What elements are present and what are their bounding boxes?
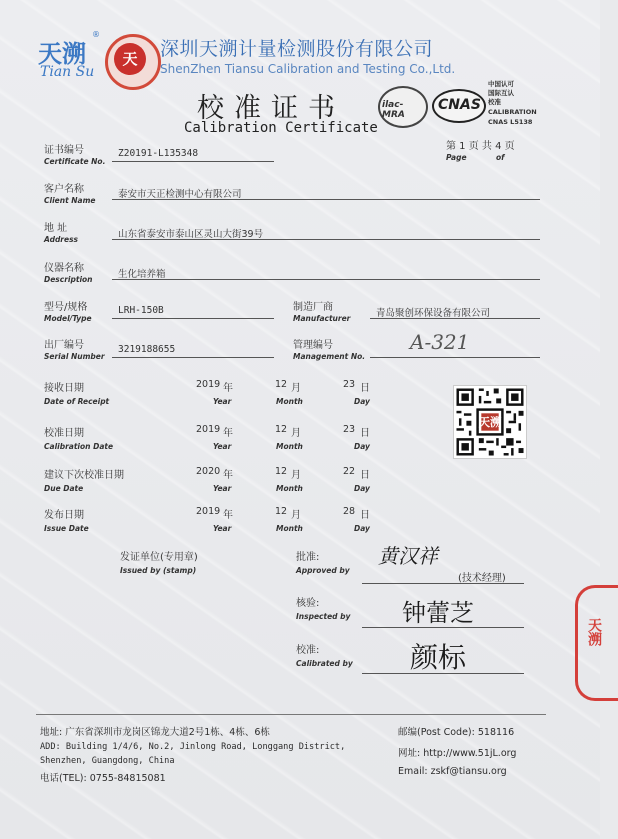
title-zh: 校准证书 xyxy=(197,93,345,124)
date-day-unit: 日 xyxy=(360,470,370,481)
inspected-underline xyxy=(362,627,524,628)
date-label-zh: 发布日期 xyxy=(44,510,84,521)
ilac-mra-icon xyxy=(378,86,428,128)
footer-email[interactable]: Email: zskf@tiansu.org xyxy=(398,766,507,777)
date-day-en: Day xyxy=(354,397,370,406)
stamp-text: 天溯 xyxy=(586,618,602,646)
cnas-label: CNAS xyxy=(438,97,481,113)
date-year-en: Year xyxy=(213,484,232,493)
serial-value: 3219188655 xyxy=(118,344,176,355)
company-name-zh: 深圳天溯计量检测股份有限公司 xyxy=(160,38,434,60)
date-month: 12 xyxy=(275,379,288,390)
date-year-unit: 年 xyxy=(223,470,233,481)
date-year: 2020 xyxy=(196,466,221,477)
logo-zh: 天溯 xyxy=(38,39,86,68)
date-year-unit: 年 xyxy=(223,510,233,521)
date-year-unit: 年 xyxy=(223,428,233,439)
date-day-en: Day xyxy=(354,484,370,493)
model-underline xyxy=(112,318,274,319)
cnas-side-5: CNAS L5138 xyxy=(488,118,533,126)
date-year-en: Year xyxy=(213,524,232,533)
cnas-side-3: 校准 xyxy=(488,98,501,106)
serial-label-en: Serial Number xyxy=(44,352,105,361)
date-month-en: Month xyxy=(276,397,303,406)
page-label-en: Page xyxy=(446,153,467,162)
cert-no-value: Z20191-L135348 xyxy=(118,148,199,159)
description-label-en: Description xyxy=(44,275,93,284)
date-label-en: Due Date xyxy=(44,484,84,493)
description-value: 生化培养箱 xyxy=(118,269,166,280)
date-label-en: Issue Date xyxy=(44,524,89,533)
management-label-zh: 管理编号 xyxy=(293,340,333,351)
date-day: 23 xyxy=(343,379,356,390)
date-day-unit: 日 xyxy=(360,510,370,521)
date-year: 2019 xyxy=(196,506,221,517)
date-year-en: Year xyxy=(213,397,232,406)
footer-divider xyxy=(36,714,546,715)
cnas-side-2: 国际互认 xyxy=(488,89,514,97)
company-seal-icon xyxy=(105,34,161,90)
inspected-label-zh: 核验: xyxy=(296,598,320,609)
address-value: 山东省泰安市泰山区灵山大街39号 xyxy=(118,229,264,240)
inspected-label-en: Inspected by xyxy=(296,612,351,621)
management-underline xyxy=(370,357,540,358)
serial-label-zh: 出厂编号 xyxy=(44,340,84,351)
approved-label-zh: 批准: xyxy=(296,552,320,563)
cnas-side-4: CALIBRATION xyxy=(488,108,537,116)
logo-en: Tian Su xyxy=(40,64,95,80)
date-label-zh: 校准日期 xyxy=(44,428,84,439)
date-year-en: Year xyxy=(213,442,232,451)
footer-address-en-1: ADD: Building 1/4/6, No.2, Jinlong Road, Longgang District, xyxy=(40,742,346,752)
date-month: 12 xyxy=(275,466,288,477)
approved-signature: 黄汉祥 xyxy=(378,544,438,568)
date-day: 23 xyxy=(343,424,356,435)
serial-underline xyxy=(112,357,274,358)
date-day: 22 xyxy=(343,466,356,477)
qr-code-icon xyxy=(453,385,527,459)
description-underline xyxy=(112,279,540,280)
date-day-unit: 日 xyxy=(360,383,370,394)
official-stamp xyxy=(575,585,618,701)
date-day: 28 xyxy=(343,506,356,517)
cert-no-underline xyxy=(112,161,274,162)
date-month-unit: 月 xyxy=(291,428,301,439)
manufacturer-value: 青岛聚创环保设备有限公司 xyxy=(376,308,491,319)
manufacturer-underline xyxy=(370,318,540,319)
address-underline xyxy=(112,239,540,240)
title-en: Calibration Certificate xyxy=(184,120,378,136)
inspected-signature: 钟蕾芝 xyxy=(402,599,474,627)
date-month: 12 xyxy=(275,506,288,517)
date-label-en: Date of Receipt xyxy=(44,397,110,406)
qr-logo-glyph: 天溯 xyxy=(478,415,502,430)
client-label-zh: 客户名称 xyxy=(44,184,84,195)
date-month-en: Month xyxy=(276,524,303,533)
date-year-unit: 年 xyxy=(223,383,233,394)
page-of-en: of xyxy=(496,153,505,162)
management-label-en: Management No. xyxy=(293,352,366,361)
date-day-unit: 日 xyxy=(360,428,370,439)
date-label-en: Calibration Date xyxy=(44,442,114,451)
date-month-unit: 月 xyxy=(291,510,301,521)
company-name-en: ShenZhen Tiansu Calibration and Testing Co.,Ltd. xyxy=(160,62,456,76)
client-label-en: Client Name xyxy=(44,196,96,205)
calibrated-signature: 颜标 xyxy=(410,641,467,674)
date-month-en: Month xyxy=(276,484,303,493)
description-label-zh: 仪器名称 xyxy=(44,263,84,274)
approved-underline xyxy=(362,583,524,584)
date-year: 2019 xyxy=(196,424,221,435)
cnas-icon xyxy=(432,89,486,123)
footer-address-en-2: Shenzhen, Guangdong, China xyxy=(40,756,175,766)
footer-postcode: 邮编(Post Code): 518116 xyxy=(398,727,515,738)
footer-address-zh: 地址: 广东省深圳市龙岗区锦龙大道2号1栋、4栋、6栋 xyxy=(40,727,270,738)
calibrated-label-en: Calibrated by xyxy=(296,659,353,668)
date-label-zh: 建议下次校准日期 xyxy=(44,470,124,481)
issued-by-zh: 发证单位(专用章) xyxy=(120,552,198,563)
cert-no-label-zh: 证书编号 xyxy=(44,145,84,156)
client-underline xyxy=(112,199,540,200)
page-number-zh: 第 1 页 共 4 页 xyxy=(446,141,515,152)
manufacturer-label-zh: 制造厂商 xyxy=(293,302,333,313)
calibrated-label-zh: 校准: xyxy=(296,645,320,656)
registered-mark: ® xyxy=(92,30,100,39)
manufacturer-label-en: Manufacturer xyxy=(293,314,351,323)
date-month: 12 xyxy=(275,424,288,435)
footer-tel: 电话(TEL): 0755-84815081 xyxy=(40,773,166,784)
model-label-en: Model/Type xyxy=(44,314,92,323)
date-day-en: Day xyxy=(354,442,370,451)
cert-no-label-en: Certificate No. xyxy=(44,157,106,166)
date-month-unit: 月 xyxy=(291,470,301,481)
approved-role: (技术经理) xyxy=(458,573,506,584)
management-value: A-321 xyxy=(410,330,470,354)
date-year: 2019 xyxy=(196,379,221,390)
calibrated-underline xyxy=(362,673,524,674)
issued-by-en: Issued by (stamp) xyxy=(120,566,197,575)
approved-label-en: Approved by xyxy=(296,566,350,575)
client-value: 泰安市天正检测中心有限公司 xyxy=(118,189,242,200)
ilac-label: ilac-MRA xyxy=(382,100,405,120)
date-month-unit: 月 xyxy=(291,383,301,394)
model-value: LRH-150B xyxy=(118,305,164,316)
cnas-side-1: 中国认可 xyxy=(488,80,514,88)
address-label-zh: 地 址 xyxy=(44,223,68,234)
date-month-en: Month xyxy=(276,442,303,451)
address-label-en: Address xyxy=(44,235,79,244)
seal-glyph: 天 xyxy=(114,43,146,75)
footer-website[interactable]: 网址: http://www.51jL.org xyxy=(398,748,517,759)
model-label-zh: 型号/规格 xyxy=(44,302,88,313)
date-label-zh: 接收日期 xyxy=(44,383,84,394)
date-day-en: Day xyxy=(354,524,370,533)
